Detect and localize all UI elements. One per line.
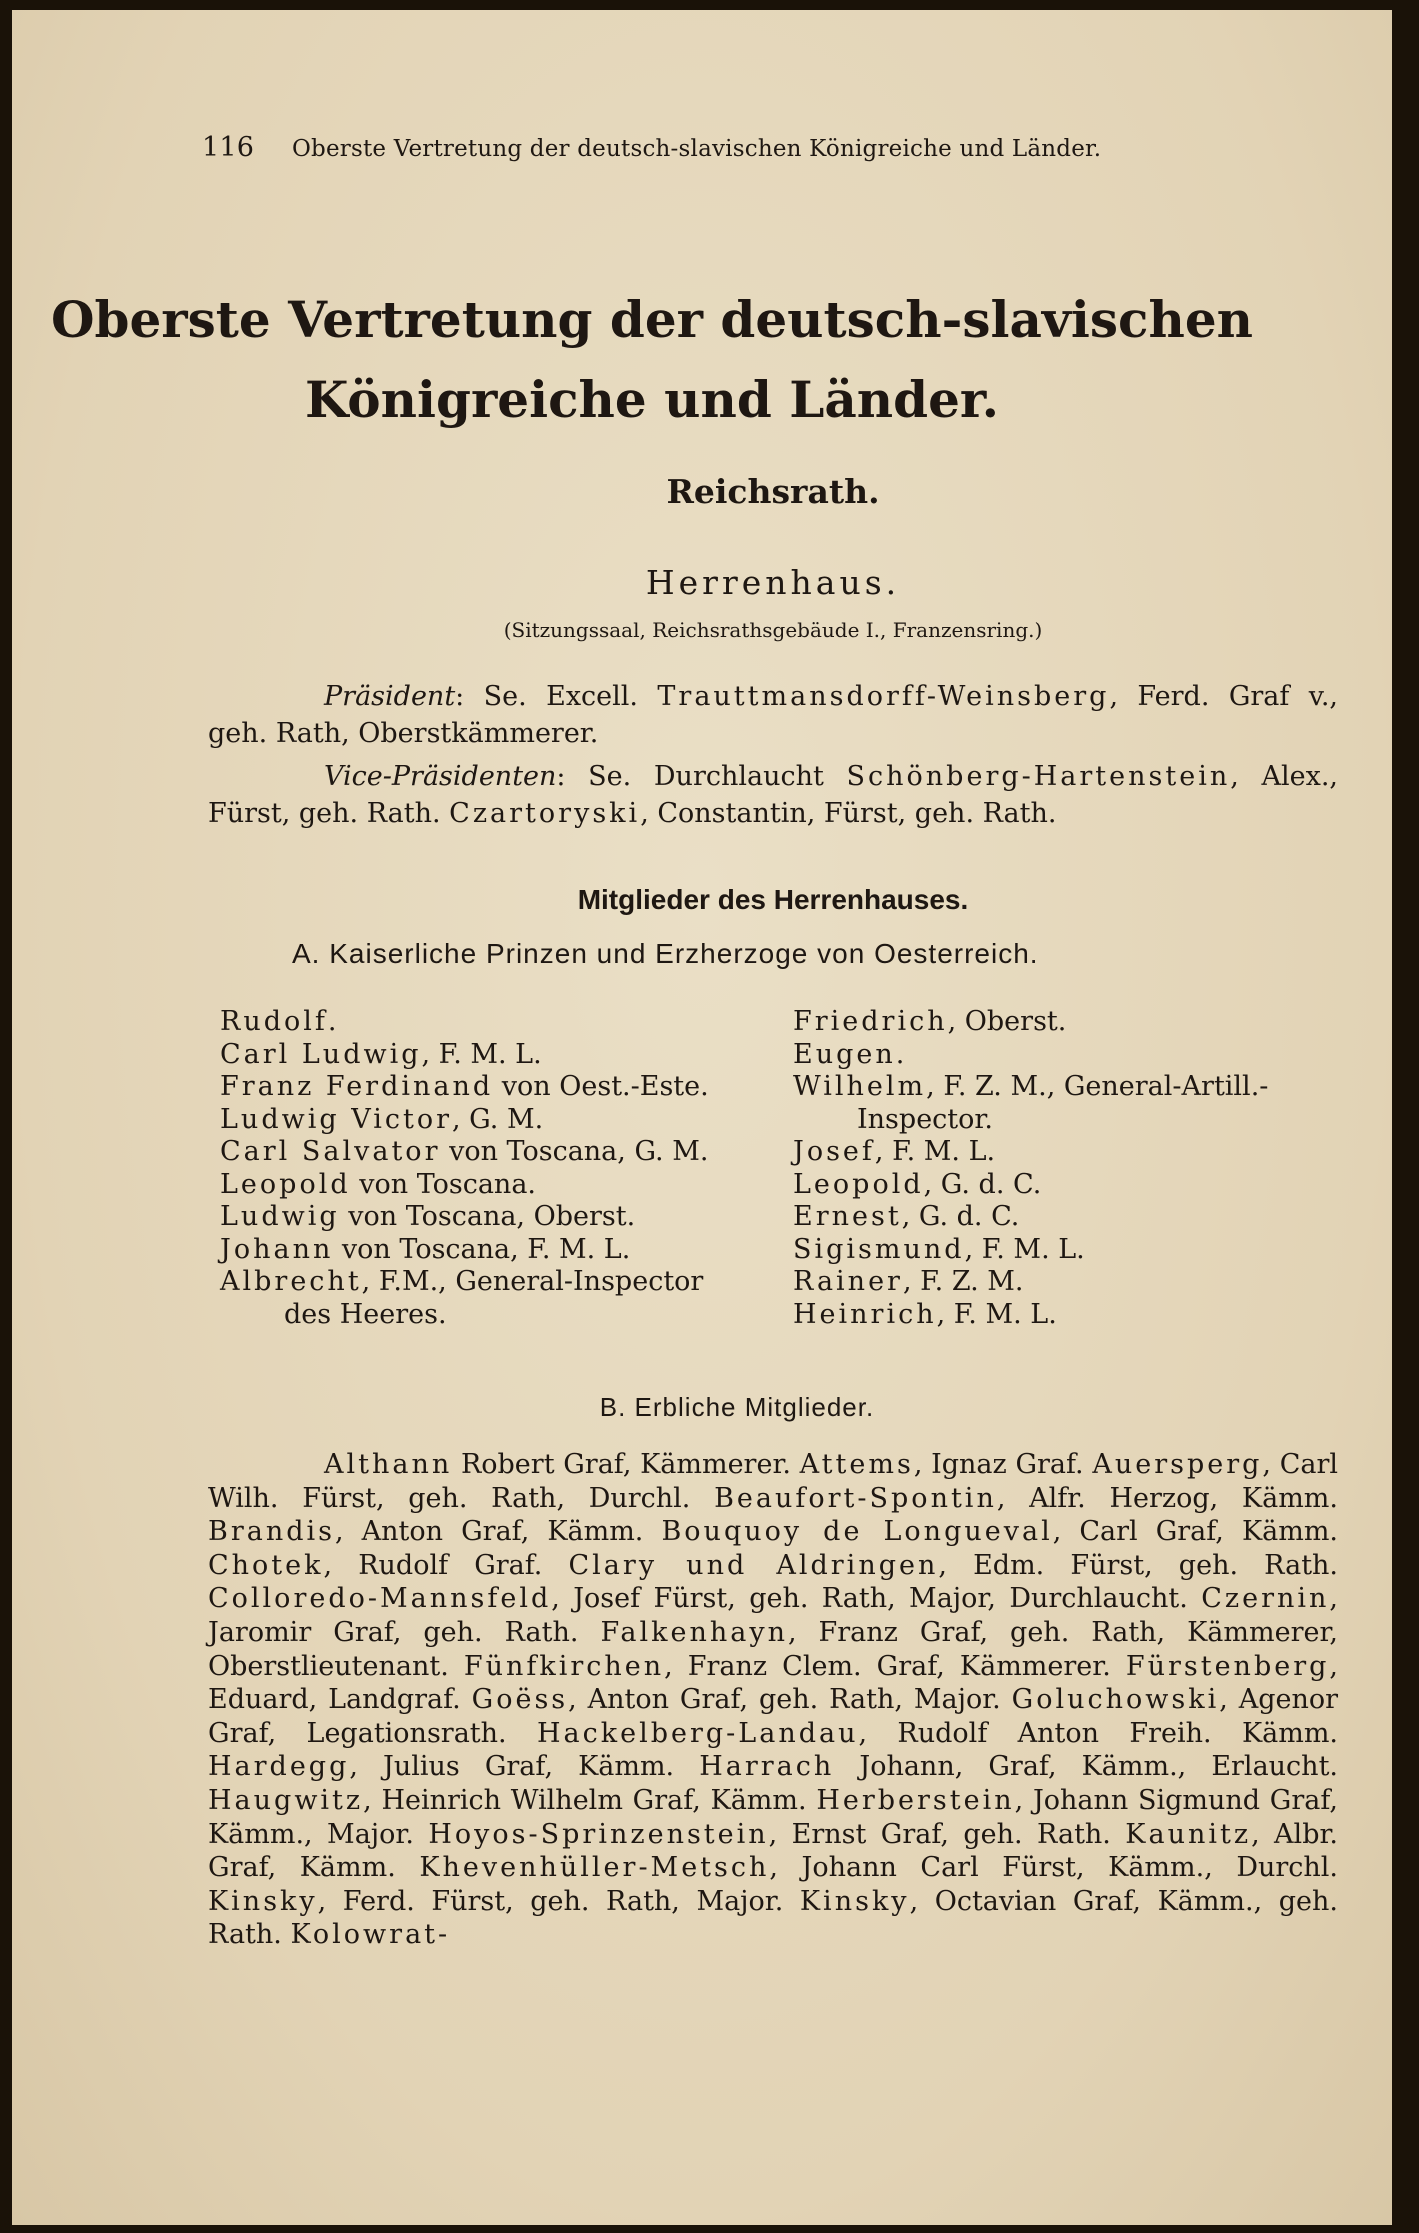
prince-details: , F. M. L. bbox=[421, 1038, 542, 1070]
prince-entry bbox=[220, 1234, 785, 1267]
prince-details: , F. M. L. bbox=[874, 1136, 996, 1167]
member-details: , Franz Graf, geh. Rath, Kämmerer, Oberstlieutenant. bbox=[208, 1616, 1338, 1682]
vice-name-2: Czartoryski bbox=[449, 798, 641, 829]
running-title: Oberste Vertretung der deutsch-slavischen Königreiche und Länder. bbox=[292, 136, 1102, 162]
prince-name: Ludwig Victor bbox=[220, 1103, 453, 1135]
member-details: , Ignaz Graf. bbox=[913, 1449, 1093, 1480]
prince-entry bbox=[793, 1234, 1393, 1267]
member-name: Haugwitz bbox=[208, 1784, 364, 1816]
section-a-heading: A. Kaiserliche Prinzen und Erzherzoge von Oesterreich. bbox=[292, 938, 1039, 969]
member-details: , Agenor Graf, Legationsrath. bbox=[208, 1684, 1339, 1749]
prince-name: Albrecht bbox=[220, 1266, 362, 1297]
member-name: Hackelberg-Landau bbox=[536, 1717, 859, 1749]
member-details: , Anton Graf, Kämm. bbox=[335, 1516, 662, 1548]
member-name: Hoyos-Sprinzenstein bbox=[428, 1818, 769, 1850]
prince-details: . bbox=[327, 1006, 337, 1037]
member-details: Robert Graf, Kämmerer. bbox=[452, 1449, 800, 1480]
prince-details: , F. M. L. bbox=[964, 1233, 1085, 1265]
prince-entry bbox=[220, 1006, 785, 1039]
member-name: Goluchowski bbox=[1011, 1684, 1220, 1716]
member-name: Kaunitz bbox=[1125, 1818, 1252, 1850]
prince-details: von Toscana, F. M. L. bbox=[333, 1233, 631, 1265]
member-details: , Ernst Graf, geh. Rath. bbox=[768, 1818, 1126, 1850]
member-details: , Johann Carl Fürst, Kämm., Durchl. bbox=[769, 1852, 1339, 1884]
prince-entry bbox=[220, 1201, 785, 1234]
member-name: Khevenhüller-Metsch bbox=[419, 1852, 770, 1884]
prince-details: von Toscana. bbox=[350, 1168, 536, 1200]
member-name: Kinsky bbox=[799, 1885, 910, 1917]
prince-details: , F.M., General-Inspector bbox=[361, 1266, 704, 1297]
member-name: Attems bbox=[799, 1449, 914, 1480]
prince-entry bbox=[793, 1039, 1393, 1072]
member-name: Kolowrat- bbox=[290, 1919, 451, 1951]
prince-entry bbox=[793, 1266, 1393, 1299]
member-name: Kinsky bbox=[208, 1885, 318, 1917]
member-details: , Octavian Graf, Kämm., geh. Rath. bbox=[208, 1885, 1338, 1951]
prince-details: von Oest.-Este. bbox=[493, 1071, 709, 1102]
member-details: , Eduard, Landgraf. bbox=[208, 1650, 1338, 1716]
member-name: Colloredo-Mannsfeld bbox=[208, 1583, 552, 1615]
reichsrath-heading: Reichsrath. bbox=[666, 472, 880, 511]
prince-entry bbox=[220, 1169, 785, 1202]
prince-details: , G. d. C. bbox=[901, 1201, 1020, 1232]
prince-name: Leopold bbox=[793, 1168, 924, 1200]
princes-right-column bbox=[793, 1006, 1393, 1331]
vice-label: Vice-Präsidenten bbox=[324, 761, 557, 792]
member-details: , Alfr. Herzog, Kämm. bbox=[996, 1482, 1338, 1514]
member-details: , Johann Sigmund Graf, Kämm., Major. bbox=[208, 1784, 1338, 1850]
member-details: , Jaromir Graf, geh. Rath. bbox=[208, 1583, 1338, 1648]
herrenhaus-heading: Herrenhaus. bbox=[645, 563, 901, 602]
member-details: , Anton Graf, geh. Rath, Major. bbox=[568, 1684, 1012, 1716]
praesident-label: Präsident bbox=[324, 681, 456, 712]
prince-details: . bbox=[895, 1038, 905, 1070]
prince-name: Franz Ferdinand bbox=[220, 1071, 494, 1102]
prince-details: Inspector. bbox=[857, 1103, 993, 1135]
prince-name: Leopold bbox=[220, 1168, 351, 1200]
member-details: , Franz Clem. Graf, Kämmerer. bbox=[664, 1650, 1126, 1682]
running-header bbox=[202, 132, 1202, 163]
prince-name: Carl Salvator bbox=[220, 1136, 441, 1167]
praesident-paragraph: Präsident: Se. Excell. Trauttmansdorff-Weinsberg, Ferd. Graf v., geh. Rath, Oberstkämmerer. bbox=[208, 681, 1338, 749]
prince-name: Heinrich bbox=[793, 1298, 937, 1330]
member-name: Czernin bbox=[1201, 1583, 1330, 1615]
location-note: (Sitzungssaal, Reichsrathsgebäude I., Franzensring.) bbox=[503, 618, 1043, 642]
member-details: , Carl Graf, Kämm. bbox=[1052, 1516, 1339, 1548]
member-name: Althann bbox=[324, 1449, 453, 1480]
section-b-heading: B. Erbliche Mitglieder. bbox=[599, 1392, 875, 1422]
member-name: Goëss bbox=[471, 1684, 569, 1716]
prince-name: Sigismund bbox=[793, 1233, 965, 1265]
title-line-2: Königreiche und Länder. bbox=[304, 370, 1000, 429]
prince-entry bbox=[793, 1136, 1393, 1169]
prince-entry bbox=[793, 1071, 1393, 1104]
member-name: Fürstenberg bbox=[1125, 1650, 1330, 1682]
erbliche-paragraph bbox=[208, 1448, 1338, 1952]
member-details: , Rudolf Graf. bbox=[323, 1549, 569, 1581]
prince-entry bbox=[220, 1071, 785, 1104]
prince-entry bbox=[220, 1104, 785, 1137]
member-details: , Josef Fürst, geh. Rath, Major, Durchlaucht. bbox=[551, 1583, 1202, 1615]
prince-entry bbox=[220, 1266, 785, 1299]
prince-entry bbox=[793, 1169, 1393, 1202]
prince-details: , G. M. bbox=[452, 1103, 544, 1135]
prince-entry bbox=[793, 1299, 1393, 1332]
member-details: , Ferd. Fürst, geh. Rath, Major. bbox=[317, 1885, 800, 1917]
book-page bbox=[12, 10, 1392, 2225]
title-line-1: Oberste Vertretung der deutsch-slavischen bbox=[50, 290, 1254, 349]
member-name: Beaufort-Spontin bbox=[714, 1482, 997, 1514]
prince-name: Eugen bbox=[793, 1038, 896, 1070]
prince-entry bbox=[793, 1104, 1393, 1137]
member-details: Johann, Graf, Kämm., Erlaucht. bbox=[834, 1751, 1338, 1783]
prince-name: Wilhelm bbox=[793, 1071, 927, 1102]
prince-name: Rudolf bbox=[220, 1006, 328, 1037]
prince-details: , Oberst. bbox=[947, 1006, 1067, 1037]
prince-details: , F. Z. M., General-Artill.- bbox=[926, 1071, 1269, 1102]
prince-name: Josef bbox=[793, 1136, 875, 1167]
prince-name: Rainer bbox=[793, 1266, 903, 1297]
mitglieder-heading: Mitglieder des Herrenhauses. bbox=[577, 884, 969, 915]
member-details: , Carl Wilh. Fürst, geh. Rath, Durchl. bbox=[208, 1449, 1338, 1514]
prince-details: von Toscana, Oberst. bbox=[339, 1201, 636, 1232]
prince-name: Johann bbox=[220, 1233, 334, 1265]
member-details: , Julius Graf, Kämm. bbox=[349, 1751, 700, 1783]
member-name: Brandis bbox=[208, 1516, 336, 1548]
member-name: Fünfkirchen bbox=[463, 1650, 665, 1682]
prince-name: Friedrich bbox=[793, 1006, 948, 1037]
member-name: Auersperg bbox=[1092, 1449, 1263, 1480]
member-name: Herberstein bbox=[816, 1784, 1015, 1816]
member-name: Hardegg bbox=[208, 1751, 350, 1783]
prince-details: , F. Z. M. bbox=[902, 1266, 1024, 1297]
prince-details: , G. d. C. bbox=[923, 1168, 1042, 1200]
member-name: Falkenhayn bbox=[600, 1616, 788, 1648]
page-title bbox=[12, 280, 1292, 440]
prince-details: , F. M. L. bbox=[936, 1298, 1057, 1330]
member-details: , Edm. Fürst, geh. Rath. bbox=[938, 1549, 1339, 1581]
member-name: Bouquoy de Longueval bbox=[661, 1516, 1053, 1548]
member-name: Chotek bbox=[208, 1549, 324, 1581]
prince-name: Ludwig bbox=[220, 1201, 340, 1232]
prince-entry bbox=[220, 1136, 785, 1169]
member-name: Harrach bbox=[699, 1751, 835, 1783]
member-details: , Albr. Graf, Kämm. bbox=[208, 1818, 1338, 1884]
vice-paragraph: Vice-Präsidenten: Se. Durchlaucht Schönberg-Hartenstein, Alex., Fürst, geh. Rath. Czartoryski, Constantin, Fürst, geh. Rath. bbox=[208, 761, 1339, 829]
member-details: , Rudolf Anton Freih. Kämm. bbox=[858, 1717, 1339, 1749]
prince-entry bbox=[793, 1201, 1393, 1234]
prince-details: von Toscana, G. M. bbox=[440, 1136, 709, 1167]
princes-left-column bbox=[220, 1006, 785, 1331]
prince-name: Carl Ludwig bbox=[220, 1038, 422, 1070]
prince-entry bbox=[220, 1039, 785, 1072]
member-name: Clary und Aldringen bbox=[568, 1549, 939, 1581]
prince-entry bbox=[793, 1006, 1393, 1039]
member-details: , Heinrich Wilhelm Graf, Kämm. bbox=[363, 1784, 817, 1816]
praesident-name: Trauttmansdorff-Weinsberg bbox=[657, 681, 1110, 712]
prince-name: Ernest bbox=[793, 1201, 902, 1232]
prince-details: des Heeres. bbox=[284, 1298, 447, 1330]
page-number: 116 bbox=[202, 132, 255, 163]
prince-entry bbox=[220, 1299, 785, 1332]
vice-name-1: Schönberg-Hartenstein bbox=[846, 761, 1231, 792]
